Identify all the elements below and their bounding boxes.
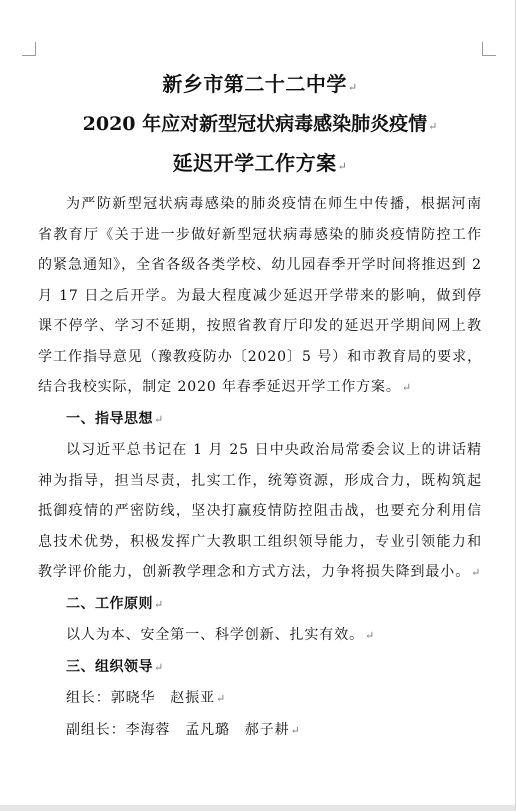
section-2-paragraph: 以人为本、安全第一、科学创新、扎实有效。↵	[66, 627, 376, 643]
paragraph-mark-icon: ↵	[290, 723, 301, 737]
crop-mark-top-right	[482, 42, 496, 56]
paragraph-mark-icon: ↵	[337, 160, 348, 173]
title-line-1: 新乡市第二十二中学↵	[162, 72, 358, 96]
paragraph-mark-icon: ↵	[154, 597, 164, 611]
paragraph-mark-icon: ↵	[401, 381, 412, 394]
paragraph-mark-icon: ↵	[428, 120, 438, 133]
section-1-paragraph: 以习近平总书记在 1 月 25 日中央政治局常委会议上的讲话精神为指导，担当尽责，扎实工作，统筹资源，形成合力，既构筑起抵御疫情的严密防线，坚决打赢疫情防控阻击战，也要充分利用信息技术优势，积极发挥广大教职工组织领导能力，专业引领能力和教学评价能力，创新教学理念和方式方法，力争将损失降到最小。↵	[38, 442, 482, 580]
section-2-heading: 二、工作原则↵	[66, 595, 164, 612]
paragraph-mark-icon: ↵	[365, 629, 376, 642]
section-3-heading: 三、组织领导↵	[66, 658, 164, 675]
paragraph-mark-icon: ↵	[471, 566, 482, 579]
document-body[interactable]	[38, 66, 482, 746]
leader-line: 组长：郭晓华 赵振亚↵	[66, 690, 227, 706]
deputy-leader-line: 副组长：李海蓉 孟凡璐 郝子耕↵	[66, 721, 301, 738]
paragraph-mark-icon: ↵	[154, 412, 164, 426]
page-bottom-edge	[0, 805, 515, 811]
paragraph-mark-icon: ↵	[216, 692, 227, 705]
paragraph-mark-icon: ↵	[347, 81, 358, 94]
title-line-2: 2020 年应对新型冠状病毒感染肺炎疫情↵	[82, 113, 438, 135]
title-line-3: 延迟开学工作方案↵	[172, 151, 348, 175]
intro-paragraph: 为严防新型冠状病毒感染的肺炎疫情在师生中传播，根据河南省教育厅《关于进一步做好新型冠状病毒感染的肺炎疫情防控工作的紧急通知》，全省各级各类学校、幼儿园春季开学时间将推迟到 2 月 17 日之后开学。为最大程度减少延迟开学带来的影响，做到停课不停学、学习不延期，按照省教育厅印发的延迟开学期间网上教学工作指导意见（豫教疫防办〔2020〕5 号）和市教育局的要求，结合我校实际，制定 2020 年春季延迟开学工作方案。↵	[38, 196, 482, 395]
crop-mark-top-left	[22, 42, 36, 56]
paragraph-mark-icon: ↵	[154, 660, 164, 674]
section-1-heading: 一、指导思想↵	[66, 410, 164, 427]
